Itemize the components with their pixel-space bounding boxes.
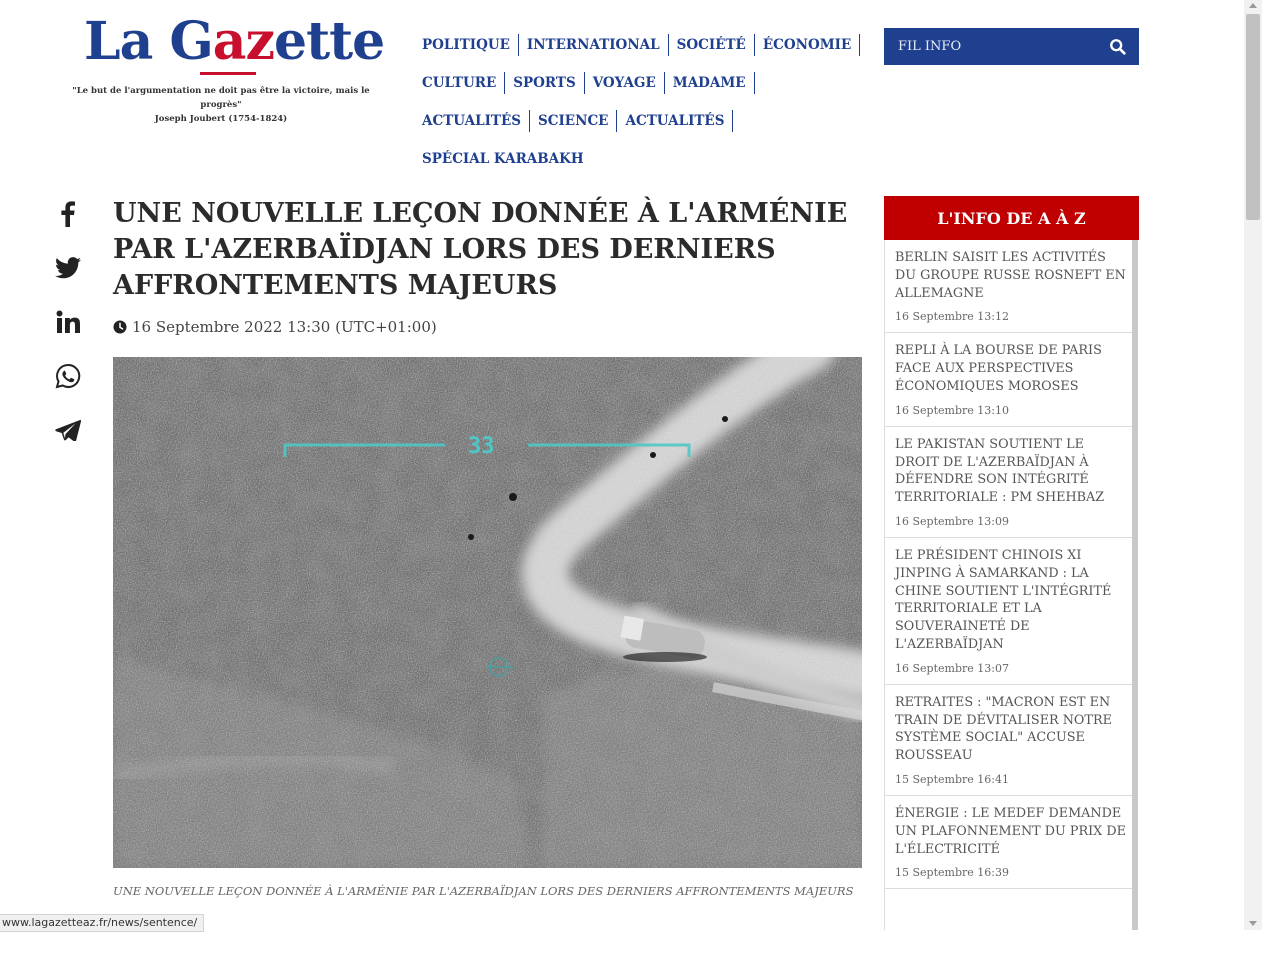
share-twitter-button[interactable] <box>54 254 82 282</box>
news-item-date: 16 Septembre 13:10 <box>895 403 1009 417</box>
clock-icon <box>113 320 127 334</box>
page-scrollbar-thumb[interactable] <box>1246 14 1260 220</box>
nav-societe[interactable]: SOCIÉTÉ <box>677 34 755 56</box>
linkedin-icon <box>56 310 80 334</box>
news-item-title[interactable]: LE PRÉSIDENT CHINOIS XI JINPING À SAMARKAND : LA CHINE SOUTIENT L'INTÉGRITÉ TERRITORIALE ET LA SOUVERAINETÉ DE L'AZERBAÏDJAN <box>895 547 1112 652</box>
share-linkedin-button[interactable] <box>54 308 82 336</box>
news-item-date: 16 Septembre 13:09 <box>895 514 1009 528</box>
link-status-bar: www.lagazetteaz.fr/news/sentence/ <box>0 914 204 932</box>
news-item-title[interactable]: RETRAITES : "MACRON EST EN TRAIN DE DÉVITALISER NOTRE SYSTÈME SOCIAL" ACCUSE ROUSSEAU <box>895 694 1112 764</box>
nav-actualites[interactable]: ACTUALITÉS <box>422 110 530 132</box>
sidebar-heading: L'INFO DE A À Z <box>884 196 1139 240</box>
image-caption: UNE NOUVELLE LEÇON DONNÉE À L'ARMÉNIE PAR L'AZERBAÏDJAN LORS DES DERNIERS AFFRONTEMENTS MAJEURS <box>113 884 854 898</box>
article-date: 16 Septembre 2022 13:30 (UTC+01:00) <box>113 318 437 336</box>
article-hero-image[interactable] <box>113 357 862 868</box>
facebook-icon <box>61 201 75 227</box>
news-feed-list <box>884 240 1133 930</box>
nav-madame[interactable]: MADAME <box>673 72 755 94</box>
fil-info-search[interactable] <box>884 28 1139 65</box>
share-bar <box>54 200 82 470</box>
news-item-title[interactable]: REPLI À LA BOURSE DE PARIS FACE AUX PERSPECTIVES ÉCONOMIQUES MOROSES <box>895 343 1102 394</box>
news-item[interactable] <box>885 796 1133 889</box>
news-feed-scrollbar[interactable] <box>1132 240 1138 930</box>
news-item[interactable] <box>885 538 1133 685</box>
drone-footage-image <box>113 357 862 868</box>
share-telegram-button[interactable] <box>54 416 82 444</box>
news-item-title[interactable]: BERLIN SAISIT LES ACTIVITÉS DU GROUPE RUSSE ROSNEFT EN ALLEMAGNE <box>895 250 1126 301</box>
nav-international[interactable]: INTERNATIONAL <box>527 34 669 56</box>
search-icon[interactable] <box>1109 38 1127 56</box>
news-item[interactable] <box>885 333 1133 426</box>
nav-actualites-2[interactable]: ACTUALITÉS <box>625 110 733 132</box>
nav-culture[interactable]: CULTURE <box>422 72 505 94</box>
telegram-icon <box>55 419 81 441</box>
article-title: UNE NOUVELLE LEÇON DONNÉE À L'ARMÉNIE PAR L'AZERBAÏDJAN LORS DES DERNIERS AFFRONTEMENTS MAJEURS <box>113 198 848 301</box>
site-logo[interactable] <box>84 11 385 72</box>
scroll-up-arrow-icon[interactable] <box>1249 3 1257 8</box>
share-whatsapp-button[interactable] <box>54 362 82 390</box>
search-input[interactable] <box>896 38 1100 55</box>
nav-sports[interactable]: SPORTS <box>513 72 584 94</box>
nav-voyage[interactable]: VOYAGE <box>593 72 665 94</box>
nav-economie[interactable]: ÉCONOMIE <box>763 34 860 56</box>
logo-underline <box>200 72 256 75</box>
news-item[interactable] <box>885 427 1133 538</box>
whatsapp-icon <box>55 363 81 389</box>
nav-politique[interactable]: POLITIQUE <box>422 34 519 56</box>
nav-science[interactable]: SCIENCE <box>538 110 617 132</box>
twitter-icon <box>55 257 81 279</box>
main-navigation <box>422 26 862 178</box>
news-item-date: 15 Septembre 16:39 <box>895 866 1009 880</box>
news-item[interactable] <box>885 240 1133 333</box>
site-motto: "Le but de l'argumentation ne doit pas être la victoire, mais le progrès" Joseph Joubert (1754-1824) <box>72 86 370 124</box>
logo-title[interactable]: La Gazette <box>84 11 385 72</box>
news-item-title[interactable]: LE PAKISTAN SOUTIENT LE DROIT DE L'AZERBAÏDJAN À DÉFENDRE SON INTÉGRITÉ TERRITORIALE : PM SHEHBAZ <box>895 436 1105 506</box>
news-item-date: 15 Septembre 16:41 <box>895 772 1009 786</box>
share-facebook-button[interactable] <box>54 200 82 228</box>
news-item-date: 16 Septembre 13:12 <box>895 310 1009 324</box>
nav-special-karabakh[interactable]: SPÉCIAL KARABAKH <box>422 151 584 167</box>
news-item-title[interactable]: ÉNERGIE : LE MEDEF DEMANDE UN PLAFONNEMENT DU PRIX DE L'ÉLECTRICITÉ <box>895 805 1126 857</box>
svg-text:33: 33 <box>468 434 495 459</box>
scroll-down-arrow-icon[interactable] <box>1249 921 1257 926</box>
news-item[interactable] <box>885 685 1133 796</box>
news-item-date: 16 Septembre 13:07 <box>895 661 1009 675</box>
